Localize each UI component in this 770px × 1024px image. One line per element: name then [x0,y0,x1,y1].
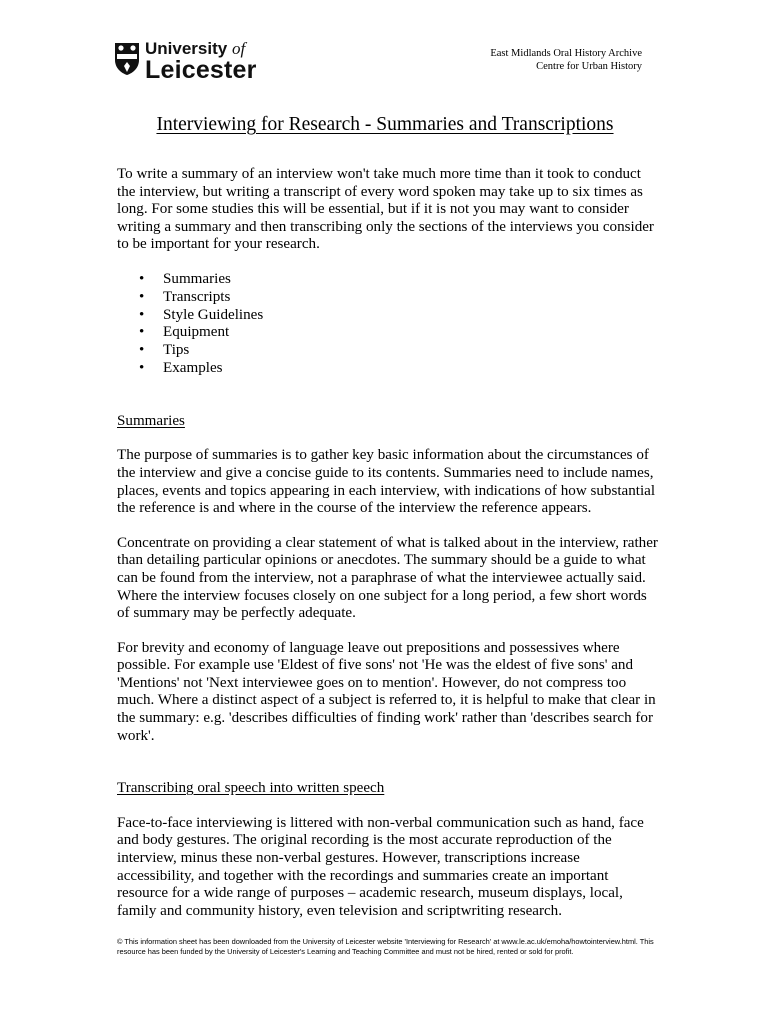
summaries-paragraph-3: For brevity and economy of language leave out prepositions and possessives where possible. For example use 'Eldest of five sons' not 'He was the eldest of five sons' and 'Mentions' not 'Next interviewee goes on to mention'. However, do not compress too much. Where a distinct aspect of a subject is referred to, it is helpful to make that clear in the summary: e.g. 'describes difficulties of finding work' rather than 'describes search for work'. [117,639,656,744]
intro-paragraph: To write a summary of an interview won't take much more time than it took to conduct the interview, but writing a transcript of every word spoken may take up to six times as long. For some studies this will be essential, but if it is not you may want to consider writing a summary and then transcribing only the sections of the interviews you consider to be important for your research. [117,166,654,253]
topics-list [117,271,659,378]
transcribing-paragraph-1: Face-to-face interviewing is littered with non-verbal communication such as hand, face and body gestures. The original recording is the most accurate reproduction of the interview, minus these non-verbal gestures. However, transcriptions increase accessibility, and together with the recordings and summaries create an important resource for a wide range of purposes – academic research, museum displays, local, family and community history, even television and scriptwriting research. [117,814,644,919]
university-logo [114,40,257,82]
list-item: • Tips [139,342,659,360]
list-item: • Style Guidelines [139,307,659,325]
summaries-heading: Summaries [117,412,185,429]
university-shield-icon [114,42,140,76]
footer-notice: © This information sheet has been downloaded from the University of Leicester website 'Interviewing for Research' at www.le.ac.uk/emoha/howtointerview.html. This resource has been funded by the University of Leicester's Learning and Teaching Committee and must not be hired, rented or sold for profit. [117,937,654,956]
logo-leicester-word: Leicester [145,56,257,84]
document-body [117,166,659,920]
header-institution [490,47,642,73]
header-centre-name: Centre for Urban History [536,61,642,72]
transcribing-heading: Transcribing oral speech into written speech [117,780,385,797]
summaries-paragraph-2: Concentrate on providing a clear statement of what is talked about in the interview, rather than detailing particular opinions or anecdotes. The summary should be a guide to what can be found from the interview, not a paraphrase of what the interviewee actually said. Where the interview focuses closely on one subject for a long period, a few short words of summary may be perfectly adequate. [117,534,658,622]
header-archive-name: East Midlands Oral History Archive [490,48,642,59]
logo-of-word: of [231,39,246,58]
list-item: • Examples [139,360,659,378]
logo-university-word: University [145,39,228,58]
list-item: • Summaries [139,271,659,289]
summaries-paragraph-1: The purpose of summaries is to gather key basic information about the circumstances of the interview and give a concise guide to its contents. Summaries need to include names, places, events and topics appearing in each interview, with indications of how substantial the reference is and where in the course of the interview the reference appears. [117,447,656,517]
list-item: • Equipment [139,324,659,342]
document-title: Interviewing for Research - Summaries and Transcriptions [156,114,614,135]
list-item: • Transcripts [139,289,659,307]
